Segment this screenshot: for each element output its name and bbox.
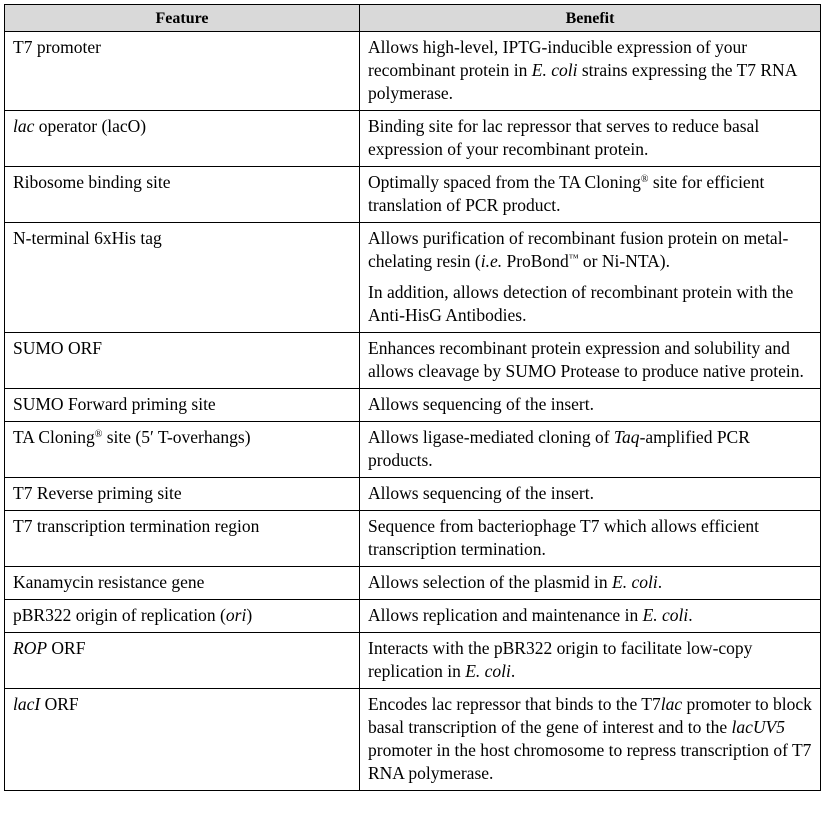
benefit-cell (360, 111, 821, 167)
text-run: ORF (40, 694, 79, 714)
feature-cell (5, 223, 360, 333)
text-run: Enhances recombinant protein expression and solubility and allows cleavage by SUMO Protease to produce native protein. (368, 338, 804, 381)
feature-cell (5, 32, 360, 111)
text-run: strains expressing the T7 RNA polymerase. (368, 60, 797, 103)
benefit-paragraph (368, 337, 812, 383)
text-run: Binding site for lac repressor that serves to reduce basal expression of your recombinant protein. (368, 116, 760, 159)
text-run: Allows replication and maintenance in (368, 605, 643, 625)
italic-text: i.e. (480, 251, 503, 271)
text-run: Allows high-level, IPTG-inducible expression of your recombinant protein in (368, 37, 748, 80)
benefit-paragraph (368, 281, 812, 327)
column-header-feature: Feature (5, 5, 360, 32)
feature-cell (5, 567, 360, 600)
text-run: Interacts with the pBR322 origin to facilitate low-copy replication in (368, 638, 753, 681)
text-run: site (5′ T-overhangs) (102, 427, 251, 447)
benefit-paragraph (368, 227, 812, 273)
text-run: T7 Reverse priming site (13, 483, 182, 503)
benefit-cell (360, 511, 821, 567)
text-run: ) (246, 605, 253, 625)
text-run: TA Cloning (13, 427, 95, 447)
feature-cell (5, 389, 360, 422)
trademark-symbol: ® (94, 429, 103, 440)
text-run: promoter to block basal transcription of the gene of interest and to the (368, 694, 812, 737)
italic-text: lac (660, 694, 683, 714)
text-run: Allows sequencing of the insert. (368, 394, 594, 414)
feature-cell (5, 422, 360, 478)
benefit-cell (360, 223, 821, 333)
table-row (5, 633, 821, 689)
text-run: ORF (47, 638, 86, 658)
text-run: Encodes lac repressor that binds to the T7 (368, 694, 661, 714)
text-run: N-terminal 6xHis tag (13, 228, 162, 248)
text-run: In addition, allows detection of recombinant protein with the Anti-HisG Antibodies. (368, 282, 794, 325)
text-run: or Ni-NTA). (578, 251, 670, 271)
italic-text: lac (13, 116, 35, 136)
feature-cell (5, 600, 360, 633)
feature-cell (5, 633, 360, 689)
table-row (5, 511, 821, 567)
text-run: T7 promoter (13, 37, 101, 57)
italic-text: E. coli (465, 661, 511, 681)
italic-text: E. coli (531, 60, 578, 80)
text-run: Allows sequencing of the insert. (368, 483, 594, 503)
italic-text: E. coli (612, 572, 658, 592)
feature-cell (5, 333, 360, 389)
text-run: SUMO Forward priming site (13, 394, 216, 414)
text-run: . (688, 605, 693, 625)
italic-text: ROP (13, 638, 48, 658)
text-run: SUMO ORF (13, 338, 102, 358)
benefit-paragraph (368, 515, 812, 561)
benefit-paragraph (368, 171, 812, 217)
benefit-paragraph (368, 637, 812, 683)
text-run: . (510, 661, 516, 681)
column-header-benefit: Benefit (360, 5, 821, 32)
italic-text: Taq (613, 427, 640, 447)
benefit-cell (360, 689, 821, 791)
table-row (5, 422, 821, 478)
text-run: Optimally spaced from the TA Cloning (368, 172, 641, 192)
benefit-paragraph (368, 693, 812, 785)
table-row (5, 567, 821, 600)
feature-cell (5, 478, 360, 511)
table-row (5, 689, 821, 791)
benefit-cell (360, 633, 821, 689)
table-row (5, 600, 821, 633)
text-run: Allows purification of recombinant fusion protein on metal-chelating resin ( (368, 228, 789, 271)
table-body (5, 32, 821, 791)
benefit-paragraph (368, 393, 812, 416)
table-header-row (5, 5, 821, 32)
text-run: Kanamycin resistance gene (13, 572, 205, 592)
benefit-cell (360, 32, 821, 111)
table-row (5, 478, 821, 511)
benefit-paragraph (368, 426, 812, 472)
benefit-paragraph (368, 36, 812, 105)
benefit-cell (360, 333, 821, 389)
text-run: site for efficient translation of PCR product. (368, 172, 765, 215)
text-run: T7 transcription termination region (13, 516, 260, 536)
text-run: Sequence from bacteriophage T7 which allows efficient transcription termination. (368, 516, 760, 559)
text-run: Allows selection of the plasmid in (368, 572, 612, 592)
text-run: Allows ligase-mediated cloning of (368, 427, 614, 447)
benefit-cell (360, 478, 821, 511)
text-run: operator (lacO) (34, 116, 147, 136)
feature-cell (5, 511, 360, 567)
feature-cell (5, 167, 360, 223)
benefit-paragraph (368, 604, 812, 627)
text-run: promoter in the host chromosome to repress transcription of T7 RNA polymerase. (368, 740, 812, 783)
benefit-cell (360, 389, 821, 422)
table-row (5, 223, 821, 333)
feature-benefit-table (4, 4, 821, 791)
table-row (5, 389, 821, 422)
benefit-paragraph (368, 571, 812, 594)
trademark-symbol: ™ (568, 253, 579, 264)
italic-text: ori (225, 605, 247, 625)
italic-text: lacI (13, 694, 41, 714)
text-run: Ribosome binding site (13, 172, 171, 192)
benefit-paragraph (368, 482, 812, 505)
feature-cell (5, 111, 360, 167)
italic-text: E. coli (642, 605, 689, 625)
italic-text: lacUV5 (731, 717, 785, 737)
benefit-cell (360, 600, 821, 633)
table-row (5, 111, 821, 167)
table-row (5, 167, 821, 223)
text-run: -amplified PCR products. (368, 427, 750, 470)
trademark-symbol: ® (640, 174, 649, 185)
benefit-cell (360, 422, 821, 478)
benefit-cell (360, 567, 821, 600)
benefit-cell (360, 167, 821, 223)
text-run: . (657, 572, 663, 592)
text-run: ProBond (502, 251, 569, 271)
benefit-paragraph (368, 115, 812, 161)
feature-cell (5, 689, 360, 791)
table-row (5, 333, 821, 389)
text-run: pBR322 origin of replication ( (13, 605, 226, 625)
table-row (5, 32, 821, 111)
